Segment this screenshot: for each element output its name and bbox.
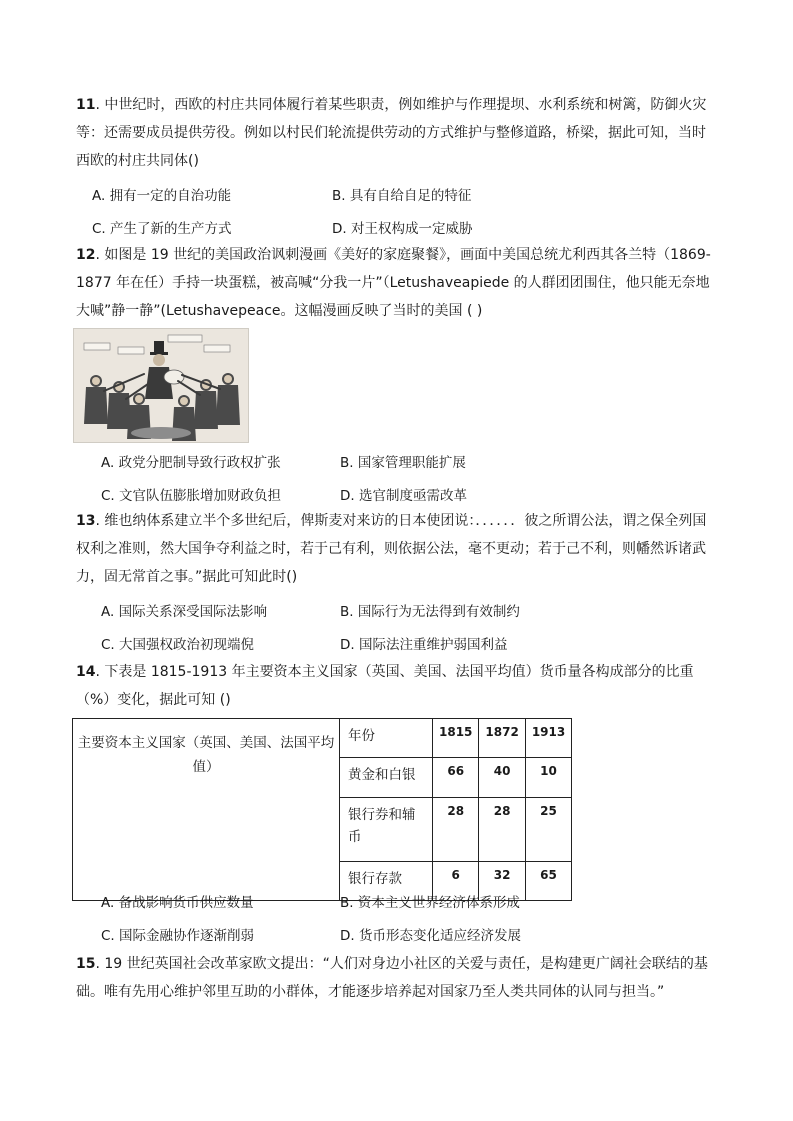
question-number: 15: [76, 956, 96, 972]
option-c[interactable]: C. 产生了新的生产方式: [92, 221, 232, 237]
table-cell: 10: [525, 758, 571, 797]
option-c[interactable]: C. 文官队伍膨胀增加财政负担: [101, 488, 282, 504]
option-a[interactable]: A. 拥有一定的自治功能: [92, 188, 232, 204]
option-d[interactable]: D. 对王权构成一定威胁: [332, 221, 473, 237]
question-number: 13: [76, 513, 96, 529]
question-text: . 中世纪时，西欧的村庄共同体履行着某些职责，例如维护与作理提坝、水利系统和树篱，防御火灾等：还需要成员提供劳役。例如以村民们轮流提供劳动的方式维护与整修道路，桥梁，据此可知，当时西欧的村庄共同体(): [76, 97, 707, 169]
currency-composition-table: [72, 718, 572, 901]
option-a[interactable]: A. 国际关系深受国际法影响: [101, 604, 268, 620]
option-b[interactable]: B. 国际行为无法得到有效制约: [340, 604, 520, 620]
year-label: 年份: [340, 719, 433, 758]
table-cell: 28: [479, 797, 525, 861]
table-cell: 66: [433, 758, 479, 797]
option-a[interactable]: A. 政党分肥制导致行政权扩张: [101, 455, 281, 471]
table-cell: 65: [525, 861, 571, 900]
option-b[interactable]: B. 资本主义世界经济体系形成: [340, 895, 520, 911]
year-cell: 1815: [433, 719, 479, 758]
question-number: 14: [76, 664, 96, 680]
option-a[interactable]: A. 备战影响货币供应数量: [101, 895, 254, 911]
option-d[interactable]: D. 货币形态变化适应经济发展: [340, 928, 521, 944]
question-text: . 如图是 19 世纪的美国政治讽刺漫画《美好的家庭聚餐》，画面中美国总统尤利西其各兰特（1869-1877 年在任）手持一块蛋糕，被高喊“分我一片”（Letushaveapiede 的人群团团围住，他只能无奈地大喊”静一静”(Letushavepeace。这幅漫画反映了当时的美国 ( ): [76, 247, 711, 319]
option-b[interactable]: B. 国家管理职能扩展: [340, 455, 466, 471]
political-cartoon-image: [73, 328, 249, 443]
question-text: . 维也纳体系建立半个多世纪后，俾斯麦对来访的日本使团说：．．．．．．彼之所谓公法，谓之保全列国权利之准则，然大国争夺利益之时，若于己有利，则依据公法，毫不更动；若于己不利，则幡然诉诸武力，固无常首之事。”据此可知此时(): [76, 513, 707, 585]
option-d[interactable]: D. 选官制度亟需改革: [340, 488, 467, 504]
year-cell: 1872: [479, 719, 525, 758]
option-c[interactable]: C. 大国强权政治初现端倪: [101, 637, 255, 653]
question-13: [76, 507, 718, 591]
table-cell: 25: [525, 797, 571, 861]
option-c[interactable]: C. 国际金融协作逐渐削弱: [101, 928, 255, 944]
question-15: [76, 950, 718, 1006]
row-label: 银行券和辅币: [340, 797, 433, 861]
row-label: 银行存款: [340, 861, 433, 900]
table-row-header: 主要资本主义国家（英国、美国、法国平均值）: [73, 719, 340, 901]
question-number: 11: [76, 97, 96, 113]
question-text: . 19 世纪英国社会改革家欧文提出：“人们对身边小社区的关爱与责任，是构建更广阔社会联结的基础。唯有先用心维护邻里互助的小群体，才能逐步培养起对国家乃至人类共同体的认同与担当。”: [76, 956, 708, 1000]
table-cell: 40: [479, 758, 525, 797]
year-cell: 1913: [525, 719, 571, 758]
question-11: [76, 91, 718, 175]
table-cell: 28: [433, 797, 479, 861]
table-cell: 6: [433, 861, 479, 900]
option-b[interactable]: B. 具有自给自足的特征: [332, 188, 472, 204]
row-label: 黄金和白银: [340, 758, 433, 797]
option-d[interactable]: D. 国际法注重维护弱国利益: [340, 637, 508, 653]
question-number: 12: [76, 247, 96, 263]
question-text: . 下表是 1815-1913 年主要资本主义国家（英国、美国、法国平均值）货币量各构成部分的比重（%）变化，据此可知 (): [76, 664, 694, 708]
question-12: [76, 241, 718, 325]
question-14: [76, 658, 718, 714]
table-cell: 32: [479, 861, 525, 900]
